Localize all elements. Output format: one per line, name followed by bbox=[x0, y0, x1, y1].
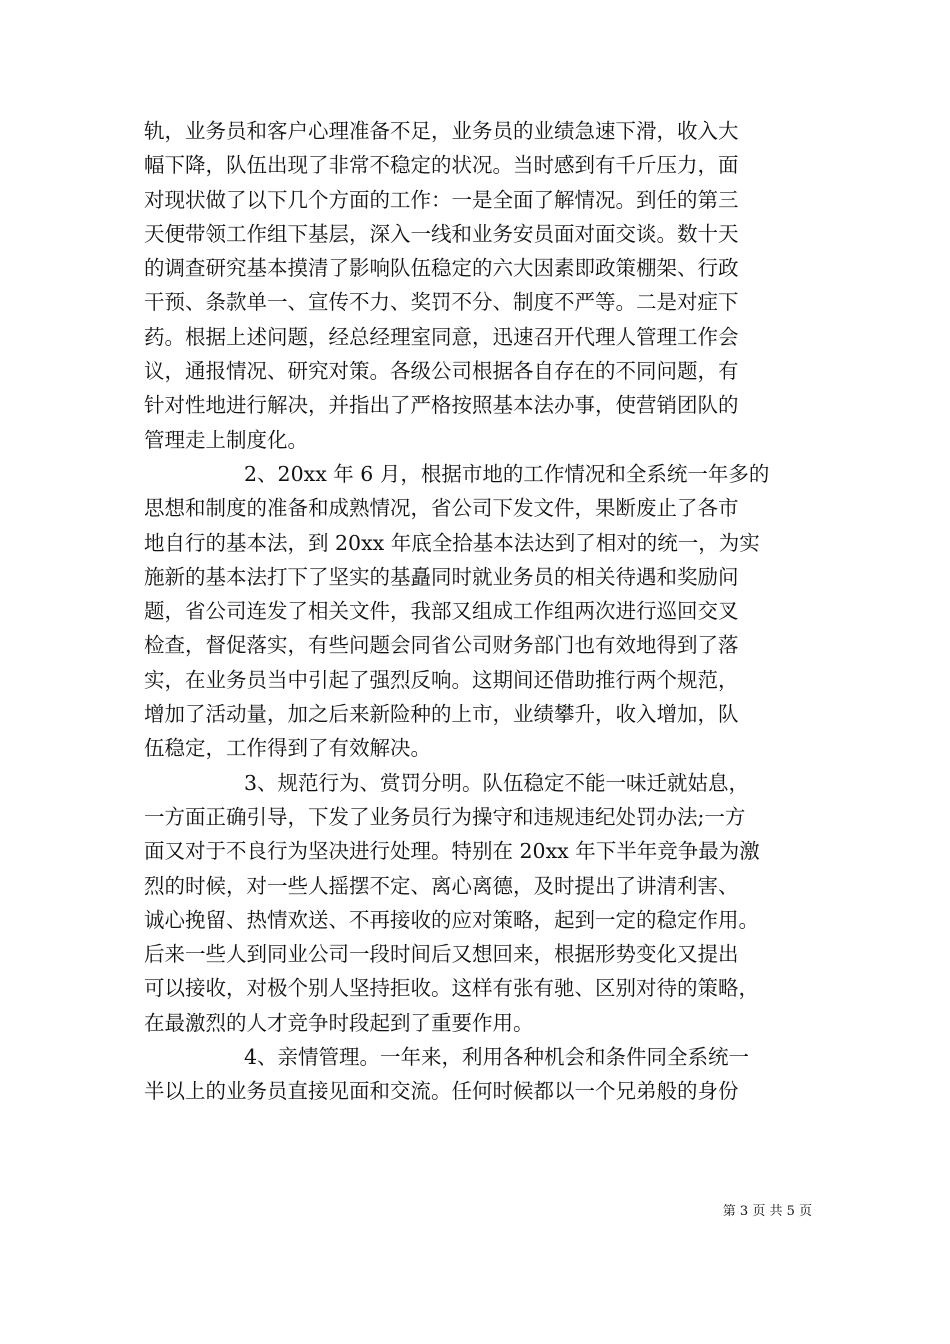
body-text bbox=[144, 114, 812, 1109]
text-line: 的调查研究基本摸清了影响队伍稳定的六大因素即政策棚架、行政 bbox=[144, 256, 739, 281]
text-line: 轨，业务员和客户心理准备不足，业务员的业绩急速下滑，收入大 bbox=[144, 119, 739, 143]
text-line: 干预、条款单一、宣传不力、奖罚不分、制度不严等。二是对症下 bbox=[144, 290, 739, 315]
text-line: 对现状做了以下几个方面的工作：一是全面了解情况。到任的第三 bbox=[144, 187, 739, 212]
text-line: 后来一些人到同业公司一段时间后又想回来，根据形势变化又提出 bbox=[144, 942, 739, 967]
text-line: 面又对于不良行为坚决进行处理。特别在 20xx 年下半年竞争最为激 bbox=[144, 839, 760, 864]
text-line: 烈的时候，对一些人摇摆不定、离心离德，及时提出了讲清利害、 bbox=[144, 873, 739, 898]
text-line: 地自行的基本法，到 20xx 年底全拾基本法达到了相对的统一，为实 bbox=[144, 530, 760, 555]
text-line: 2、20xx 年 6 月，根据市地的工作情况和全系统一年多的 bbox=[244, 461, 770, 486]
text-line: 增加了活动量，加之后来新险种的上市，业绩攀升，收入增加，队 bbox=[144, 702, 739, 727]
text-line: 半以上的业务员直接见面和交流。任何时候都以一个兄弟般的身份 bbox=[144, 1079, 739, 1104]
text-line: 施新的基本法打下了坚实的基矗同时就业务员的相关待遇和奖励问 bbox=[144, 564, 739, 589]
text-line: 可以接收，对极个别人坚持拒收。这样有张有驰、区别对待的策略， bbox=[144, 976, 759, 1001]
text-line: 伍稳定，工作得到了有效解决。 bbox=[144, 736, 431, 761]
text-line: 一方面正确引导，下发了业务员行为操守和违规违纪处罚办法;一方 bbox=[144, 804, 746, 829]
text-line: 管理走上制度化。 bbox=[144, 427, 308, 452]
text-line: 在最激烈的人才竞争时段起到了重要作用。 bbox=[144, 1010, 534, 1035]
text-line: 议，通报情况、研究对策。各级公司根据各自存在的不同问题，有 bbox=[144, 359, 739, 384]
text-line: 诚心挽留、热情欢送、不再接收的应对策略，起到一定的稳定作用。 bbox=[144, 907, 759, 932]
text-line: 针对性地进行解决，并指出了严格按照基本法办事，使营销团队的 bbox=[144, 393, 739, 418]
text-line: 题，省公司连发了相关文件，我部又组成工作组两次进行巡回交叉 bbox=[144, 599, 739, 624]
text-line: 思想和制度的准备和成熟情况，省公司下发文件，果断废止了各市 bbox=[144, 496, 739, 521]
text-line: 天便带领工作组下基层，深入一线和业务安员面对面交谈。数十天 bbox=[144, 221, 739, 246]
page-number: 第 3 页 共 5 页 bbox=[722, 1204, 812, 1219]
text-line: 3、规范行为、赏罚分明。队伍稳定不能一味迁就姑息， bbox=[244, 770, 750, 795]
text-line: 幅下降，队伍出现了非常不稳定的状况。当时感到有千斤压力，面 bbox=[144, 153, 739, 178]
text-line: 实，在业务员当中引起了强烈反响。这期间还借助推行两个规范， bbox=[144, 667, 739, 692]
text-line: 4、亲情管理。一年来，利用各种机会和条件同全系统一 bbox=[244, 1045, 750, 1070]
text-line: 药。根据上述问题，经总经理室同意，迅速召开代理人管理工作会 bbox=[144, 324, 739, 349]
text-line: 检查，督促落实，有些问题会同省公司财务部门也有效地得到了落 bbox=[144, 633, 739, 658]
